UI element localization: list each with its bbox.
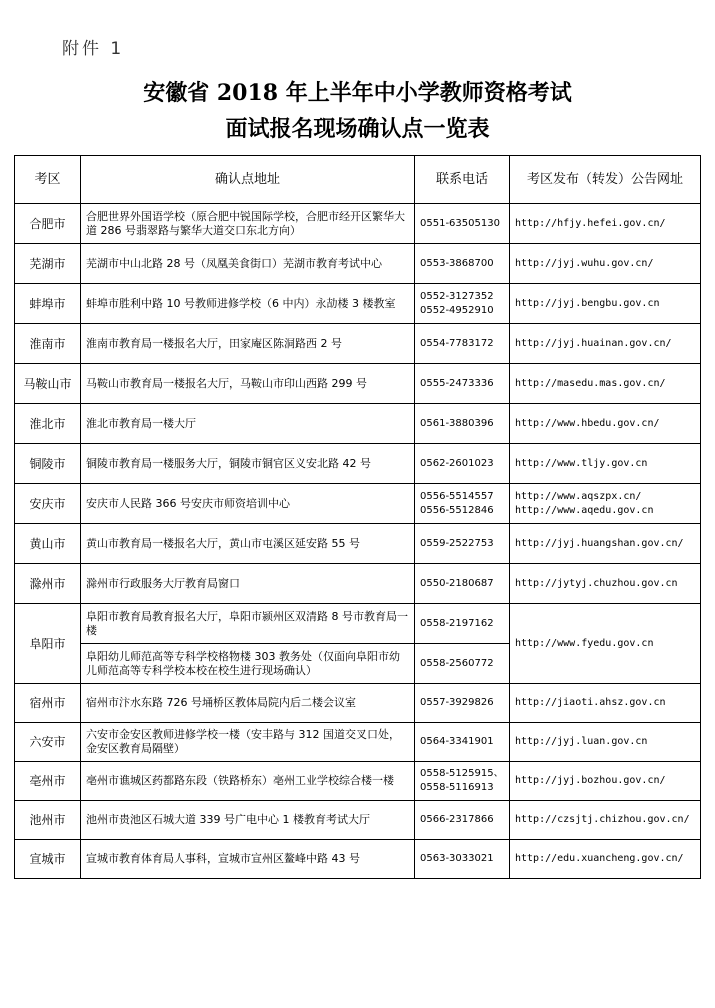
- region-cell: 合肥市: [15, 204, 81, 244]
- address-cell: 淮北市教育局一楼大厅: [81, 404, 415, 444]
- phone-cell: [415, 604, 510, 644]
- notice-url: http://czsjtj.chizhou.gov.cn/: [515, 814, 690, 825]
- address-cell: 阜阳市教育局教育报名大厅，阜阳市颍州区双清路 8 号市教育局一楼: [81, 604, 415, 644]
- phone-number: 0556-5512846: [420, 504, 494, 516]
- table-row: [15, 484, 701, 524]
- notice-url: http://www.aqedu.gov.cn: [515, 504, 654, 516]
- phone-number: 0558-2560772: [420, 657, 494, 669]
- address-cell: 铜陵市教育局一楼服务大厅，铜陵市铜官区义安北路 42 号: [81, 444, 415, 484]
- phone-cell: [415, 762, 510, 801]
- region-cell: 宿州市: [15, 684, 81, 723]
- table-row: [15, 762, 701, 801]
- phone-cell: [415, 364, 510, 404]
- document-title-line1: 安徽省 2018 年上半年中小学教师资格考试: [143, 80, 572, 106]
- notice-url-cell: [510, 723, 701, 762]
- notice-url: http://www.aqszpx.cn/: [515, 490, 642, 502]
- phone-number: 0563-3033021: [420, 853, 494, 864]
- notice-url-cell: [510, 244, 701, 284]
- phone-cell: [415, 723, 510, 762]
- header-phone: 联系电话: [415, 156, 510, 204]
- phone-cell: [415, 801, 510, 840]
- phone-number: 0557-3929826: [420, 697, 494, 708]
- phone-cell: [415, 404, 510, 444]
- address-cell: 亳州市谯城区药都路东段（铁路桥东）亳州工业学校综合楼一楼: [81, 762, 415, 801]
- table-row: [15, 524, 701, 564]
- phone-number: 0558-5116913: [420, 782, 494, 793]
- notice-url-cell: [510, 524, 701, 564]
- phone-cell: [415, 324, 510, 364]
- region-cell: 六安市: [15, 723, 81, 762]
- region-cell: 宣城市: [15, 840, 81, 879]
- phone-number: 0552-3127352: [420, 290, 494, 302]
- notice-url: http://edu.xuancheng.gov.cn/: [515, 853, 684, 864]
- table-row: [15, 564, 701, 604]
- phone-cell: [415, 284, 510, 324]
- phone-number: 0558-5125915、: [420, 768, 504, 779]
- header-notice-url: 考区发布（转发）公告网址: [510, 156, 701, 204]
- header-region: 考区: [15, 156, 81, 204]
- phone-number: 0554-7783172: [420, 337, 494, 349]
- phone-cell: [415, 524, 510, 564]
- address-cell: 阜阳幼儿师范高等专科学校格物楼 303 教务处（仅面向阜阳市幼儿师范高等专科学校本校在校生进行现场确认）: [81, 644, 415, 684]
- table-row: [15, 364, 701, 404]
- notice-url: http://www.fyedu.gov.cn: [515, 637, 654, 649]
- table-row: [15, 204, 701, 244]
- region-cell: 安庆市: [15, 484, 81, 524]
- table-row: [15, 723, 701, 762]
- notice-url-cell: [510, 564, 701, 604]
- phone-number: 0553-3868700: [420, 257, 494, 269]
- table-row: [15, 324, 701, 364]
- attachment-label: 附件 1: [62, 39, 125, 59]
- notice-url: http://jyj.bozhou.gov.cn/: [515, 775, 666, 786]
- address-cell: 滁州市行政服务大厅教育局窗口: [81, 564, 415, 604]
- notice-url: http://www.tljy.gov.cn: [515, 457, 648, 469]
- phone-number: 0555-2473336: [420, 377, 494, 389]
- table-body: [15, 204, 701, 879]
- notice-url-cell: [510, 364, 701, 404]
- table-row: [15, 444, 701, 484]
- address-cell: 黄山市教育局一楼报名大厅，黄山市屯溪区延安路 55 号: [81, 524, 415, 564]
- table-header-row: [15, 156, 701, 204]
- notice-url: http://jytyj.chuzhou.gov.cn: [515, 577, 678, 589]
- table-row: [15, 840, 701, 879]
- notice-url: http://jyj.bengbu.gov.cn: [515, 297, 660, 309]
- table-row: [15, 801, 701, 840]
- phone-number: 0561-3880396: [420, 417, 494, 429]
- phone-number: 0552-4952910: [420, 304, 494, 316]
- notice-url-cell: [510, 284, 701, 324]
- table-row: [15, 604, 701, 644]
- region-cell: 黄山市: [15, 524, 81, 564]
- phone-cell: [415, 644, 510, 684]
- table-row: [15, 284, 701, 324]
- notice-url: http://jyj.wuhu.gov.cn/: [515, 257, 654, 269]
- region-cell: 马鞍山市: [15, 364, 81, 404]
- region-cell: 芜湖市: [15, 244, 81, 284]
- notice-url: http://jiaoti.ahsz.gov.cn: [515, 697, 666, 708]
- phone-cell: [415, 684, 510, 723]
- notice-url: http://jyj.huangshan.gov.cn/: [515, 537, 684, 549]
- address-cell: 淮南市教育局一楼报名大厅，田家庵区陈洞路西 2 号: [81, 324, 415, 364]
- notice-url-cell: [510, 684, 701, 723]
- confirmation-points-table: [14, 155, 701, 879]
- address-cell: 安庆市人民路 366 号安庆市师资培训中心: [81, 484, 415, 524]
- notice-url-cell: [510, 840, 701, 879]
- phone-cell: [415, 484, 510, 524]
- region-cell: 阜阳市: [15, 604, 81, 684]
- region-cell: 亳州市: [15, 762, 81, 801]
- notice-url-cell: [510, 801, 701, 840]
- phone-number: 0564-3341901: [420, 736, 494, 747]
- address-cell: 马鞍山市教育局一楼报名大厅，马鞍山市印山西路 299 号: [81, 364, 415, 404]
- region-cell: 池州市: [15, 801, 81, 840]
- region-cell: 蚌埠市: [15, 284, 81, 324]
- phone-cell: [415, 204, 510, 244]
- document-title-line2: 面试报名现场确认点一览表: [225, 116, 490, 142]
- notice-url: http://www.hbedu.gov.cn/: [515, 417, 660, 429]
- address-cell: 合肥世界外国语学校（原合肥中锐国际学校，合肥市经开区繁华大道 286 号翡翠路与繁华大道交口东北方向）: [81, 204, 415, 244]
- phone-number: 0559-2522753: [420, 537, 494, 549]
- address-cell: 芜湖市中山北路 28 号（凤凰美食街口）芜湖市教育考试中心: [81, 244, 415, 284]
- region-cell: 铜陵市: [15, 444, 81, 484]
- phone-number: 0550-2180687: [420, 577, 494, 589]
- notice-url: http://masedu.mas.gov.cn/: [515, 377, 666, 389]
- notice-url-cell: [510, 484, 701, 524]
- notice-url: http://jyj.luan.gov.cn: [515, 736, 648, 747]
- phone-number: 0551-63505130: [420, 217, 500, 229]
- notice-url-cell: [510, 444, 701, 484]
- phone-cell: [415, 840, 510, 879]
- table-row: [15, 404, 701, 444]
- address-cell: 宣城市教育体育局人事科，宣城市宣州区鳌峰中路 43 号: [81, 840, 415, 879]
- header-address: 确认点地址: [81, 156, 415, 204]
- region-cell: 滁州市: [15, 564, 81, 604]
- table-row: [15, 684, 701, 723]
- notice-url-cell: [510, 404, 701, 444]
- phone-cell: [415, 564, 510, 604]
- address-cell: 池州市贵池区石城大道 339 号广电中心 1 楼教育考试大厅: [81, 801, 415, 840]
- address-cell: 宿州市汴水东路 726 号埇桥区教体局院内后二楼会议室: [81, 684, 415, 723]
- phone-cell: [415, 244, 510, 284]
- notice-url-cell: [510, 324, 701, 364]
- address-cell: 蚌埠市胜利中路 10 号教师进修学校（6 中内）永劼楼 3 楼教室: [81, 284, 415, 324]
- notice-url-cell: [510, 604, 701, 684]
- phone-cell: [415, 444, 510, 484]
- notice-url: http://jyj.huainan.gov.cn/: [515, 337, 672, 349]
- notice-url-cell: [510, 762, 701, 801]
- address-cell: 六安市金安区教师进修学校一楼（安丰路与 312 国道交叉口处，金安区教育局隔壁）: [81, 723, 415, 762]
- notice-url: http://hfjy.hefei.gov.cn/: [515, 217, 666, 229]
- notice-url-cell: [510, 204, 701, 244]
- region-cell: 淮北市: [15, 404, 81, 444]
- region-cell: 淮南市: [15, 324, 81, 364]
- phone-number: 0566-2317866: [420, 814, 494, 825]
- phone-number: 0556-5514557: [420, 490, 494, 502]
- table-row: [15, 244, 701, 284]
- phone-number: 0558-2197162: [420, 617, 494, 629]
- phone-number: 0562-2601023: [420, 457, 494, 469]
